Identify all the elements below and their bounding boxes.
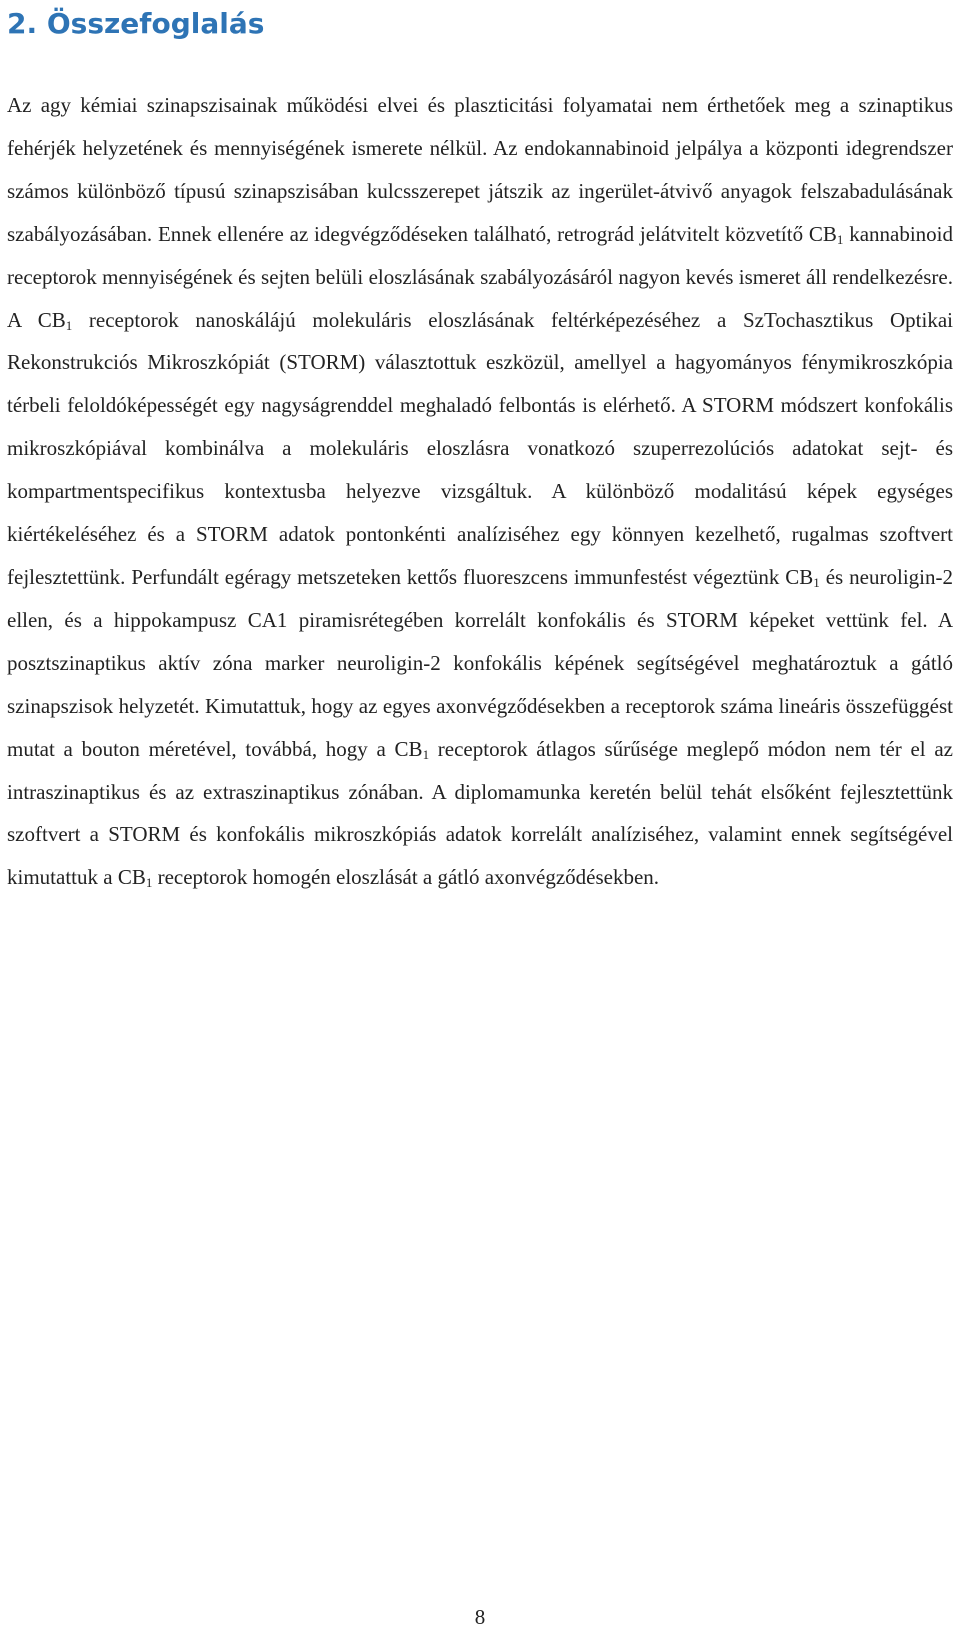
subscript-1: 1 — [145, 875, 153, 891]
section-heading: 2. Összefoglalás — [7, 7, 265, 40]
summary-text-segment: receptorok nanoskálájú molekuláris eloszlásának feltérképezéséhez a SzTochasztikus Optikai Rekonstrukciós Mikroszkópiát (STORM) választottuk eszközül, amellyel a hagyományos fénymikroszkópia térbeli feloldóképességét egy nagyságrenddel meghaladó felbontás is elérhető. A STORM módszert konfokális mikroszkópiával kombinálva a molekuláris eloszlásra vonatkozó szuperrezolúciós adatokat sejt- és kompartmentspecifikus kontextusba helyezve vizsgáltuk. A különböző modalitású képek egységes kiértékeléséhez és a STORM adatok pontonkénti analíziséhez egy könnyen kezelhető, rugalmas szoftvert fejlesztettünk. Perfundált egéragy metszeteken kettős fluoreszcens immunfestést végeztünk CB — [7, 307, 953, 589]
summary-text-segment: kannabinoid receptorok mennyiségének és sejten belüli eloszlásának szabályozásáról nagyon kevés ismeret áll rendelkezésre. A CB — [7, 221, 954, 332]
summary-text-segment: receptorok homogén eloszlását a gátló axonvégződésekben. — [152, 865, 660, 890]
summary-text-segment: receptorok átlagos sűrűsége meglepő módon nem tér el az intraszinaptikus és az extraszinaptikus zónában. A diplomamunka keretén belül tehát elsőként fejlesztettünk szoftvert a STORM és konfokális mikroszkópiás adatok korrelált analíziséhez, valamint ennek segítségével kimutattuk a CB — [7, 736, 953, 890]
summary-text-segment: Az agy kémiai szinapszisainak működési elvei és plaszticitási folyamatai nem érthetőek meg a szinaptikus fehérjék helyzetének és mennyiségének ismerete nélkül. Az endokannabinoid jelpálya a központi idegrendszer számos különböző típusú szinapszisában kulcsszerepet játszik az ingerület-átvivő anyagok felszabadulásának szabályozásában. Ennek ellenére az idegvégződéseken található, retrográd jelátvitelt közvetítő CB — [7, 93, 953, 246]
subscript-1: 1 — [813, 574, 820, 590]
summary-text-segment: és neuroligin-2 ellen, és a hippokampusz CA1 piramisrétegében korrelált konfokális és STORM képeket vettünk fel. A posztszinaptikus aktív zóna marker neuroligin-2 konfokális képének segítségével meghatároztuk a gátló szinapszisok helyzetét. Kimutattuk, hogy az egyes axonvégződésekben a receptorok száma lineáris összefüggést mutat a bouton méretével, továbbá, hogy a CB — [7, 564, 953, 761]
summary-paragraph — [7, 84, 953, 899]
subscript-1: 1 — [65, 317, 73, 333]
subscript-1: 1 — [836, 231, 844, 247]
page-number: 8 — [474, 1605, 486, 1629]
subscript-1: 1 — [422, 746, 430, 762]
